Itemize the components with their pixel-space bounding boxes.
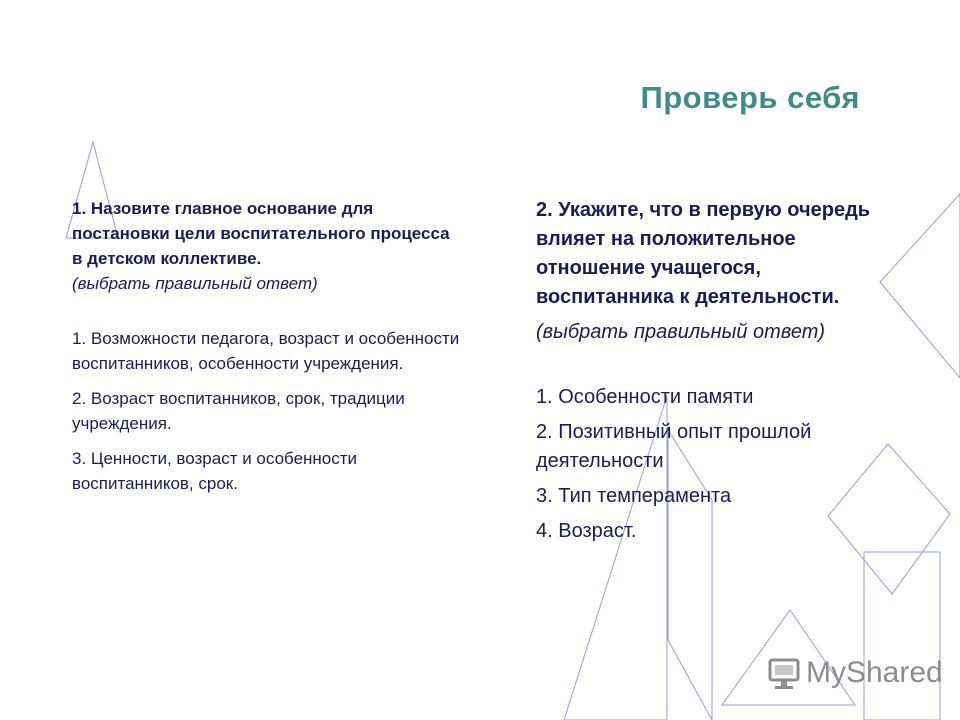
question-1-option: 3. Ценности, возраст и особенности воспитанников, срок.: [72, 449, 358, 493]
slide-title: Проверь себя: [640, 80, 860, 115]
question-1-option: 2. Возраст воспитанников, срок, традиции учреждения.: [72, 389, 405, 433]
question-1-text: 1. Назовите главное основание для постановки цели воспитательного процесса в детском коллективе.: [72, 199, 450, 268]
question-1-options: [72, 326, 462, 496]
triangle-bottom-right: [864, 552, 940, 720]
question-2-option: 1. Особенности памяти: [536, 386, 754, 408]
question-1-hint: (выбрать правильный ответ): [72, 274, 318, 293]
question-2-block: [536, 196, 876, 552]
question-2-option: 4. Возраст.: [536, 520, 637, 542]
question-1-block: [72, 196, 462, 506]
triangle-right-large: [880, 194, 960, 378]
question-2-hint: (выбрать правильный ответ): [536, 321, 826, 343]
question-2-text: 2. Укажите, что в первую очередь влияет на положительное отношение учащегося, воспитанника к деятельности.: [536, 199, 871, 308]
myshared-logo: [766, 654, 943, 694]
logo-text: MyShared: [806, 656, 943, 689]
question-2-option: 3. Тип темперамента: [536, 485, 732, 507]
question-2-options: [536, 383, 876, 546]
question-1-option: 1. Возможности педагога, возраст и особенности воспитанников, особенности учреждения.: [72, 329, 460, 373]
question-2-option: 2. Позитивный опыт прошлой деятельности: [536, 421, 812, 472]
monitor-logo-icon: [766, 654, 804, 694]
